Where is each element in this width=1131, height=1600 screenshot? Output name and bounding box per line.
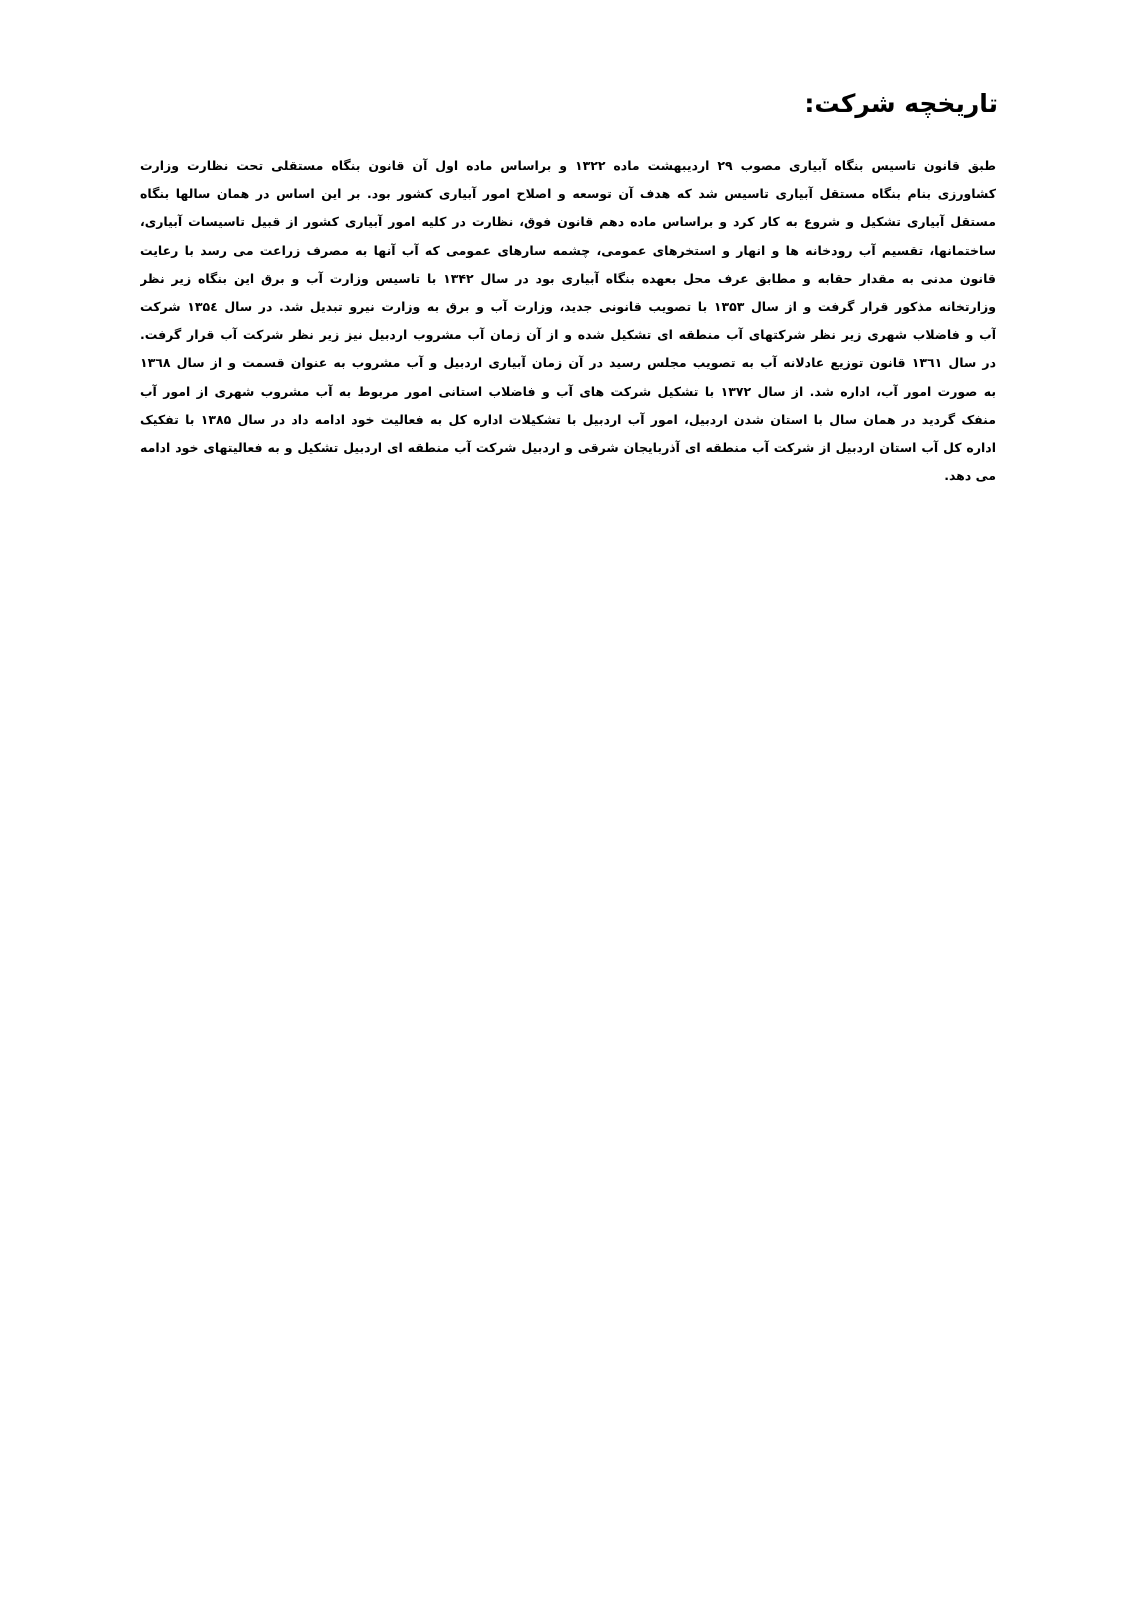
paragraph-line: به صورت امور آب، اداره شد. از سال ۱۳۷۲ با تشکیل شرکت های آب و فاضلاب استانی امور مربوط به آب مشروب شهری از امور آب xyxy=(140,383,996,399)
page-title: تاریخچه شرکت: xyxy=(804,89,998,118)
paragraph-line: مستقل آبیاری تشکیل و شروع به کار کرد و براساس ماده دهم قانون فوق، نظارت در کلیه امور آبیاری کشور از قبیل تاسیسات آبیاری، xyxy=(140,214,996,230)
paragraph-line: می دهد. xyxy=(944,468,996,484)
paragraph-line: اداره کل آب استان اردبیل از شرکت آب منطقه ای آذربایجان شرقی و اردبیل شرکت آب منطقه ای اردبیل تشکیل و به فعالیتهای خود ادامه xyxy=(140,439,996,455)
paragraph-line: ساختمانها، تقسیم آب رودخانه ها و انهار و استخرهای عمومی، چشمه سارهای عمومی که آب آنها به مصرف زراعت می رسد با رعایت xyxy=(140,242,996,258)
paragraph-line: قانون مدنی به مقدار حقابه و مطابق عرف محل بعهده بنگاه آبیاری بود در سال ۱۳۴۲ با تاسیس وزارت آب و برق این بنگاه زیر نظر xyxy=(140,270,996,286)
paragraph-line: آب و فاضلاب شهری زیر نظر شرکتهای آب منطقه ای تشکیل شده و از آن زمان آب مشروب اردبیل نیز زیر نظر شرکت آب قرار گرفت. xyxy=(140,327,996,343)
company-history-paragraph xyxy=(140,152,996,490)
paragraph-line: کشاورزی بنام بنگاه مستقل آبیاری تاسیس شد که هدف آن توسعه و اصلاح امور آبیاری کشور بود. بر این اساس در همان سالها بنگاه xyxy=(140,186,996,202)
paragraph-line: در سال ۱۳٦۱ قانون توزیع عادلانه آب به تصویب مجلس رسید در آن زمان آبیاری اردبیل و آب مشروب به عنوان قسمت و از سال ۱۳٦۸ xyxy=(140,355,996,371)
paragraph-line: وزارتخانه مذکور قرار گرفت و از سال ۱۳۵۳ با تصویب قانونی جدید، وزارت آب و برق به وزارت نیرو تبدیل شد. در سال ۱۳۵٤ شرکت xyxy=(140,298,996,314)
paragraph-line: طبق قانون تاسیس بنگاه آبیاری مصوب ۲۹ اردیبهشت ماده ۱۳۲۲ و براساس ماده اول آن قانون بنگاه مستقلی تحت نظارت وزارت xyxy=(140,158,996,173)
paragraph-line: منفک گردید در همان سال با استان شدن اردبیل، امور آب اردبیل با تشکیلات اداره کل به فعالیت خود ادامه داد در سال ۱۳۸۵ با تفکیک xyxy=(140,411,996,427)
